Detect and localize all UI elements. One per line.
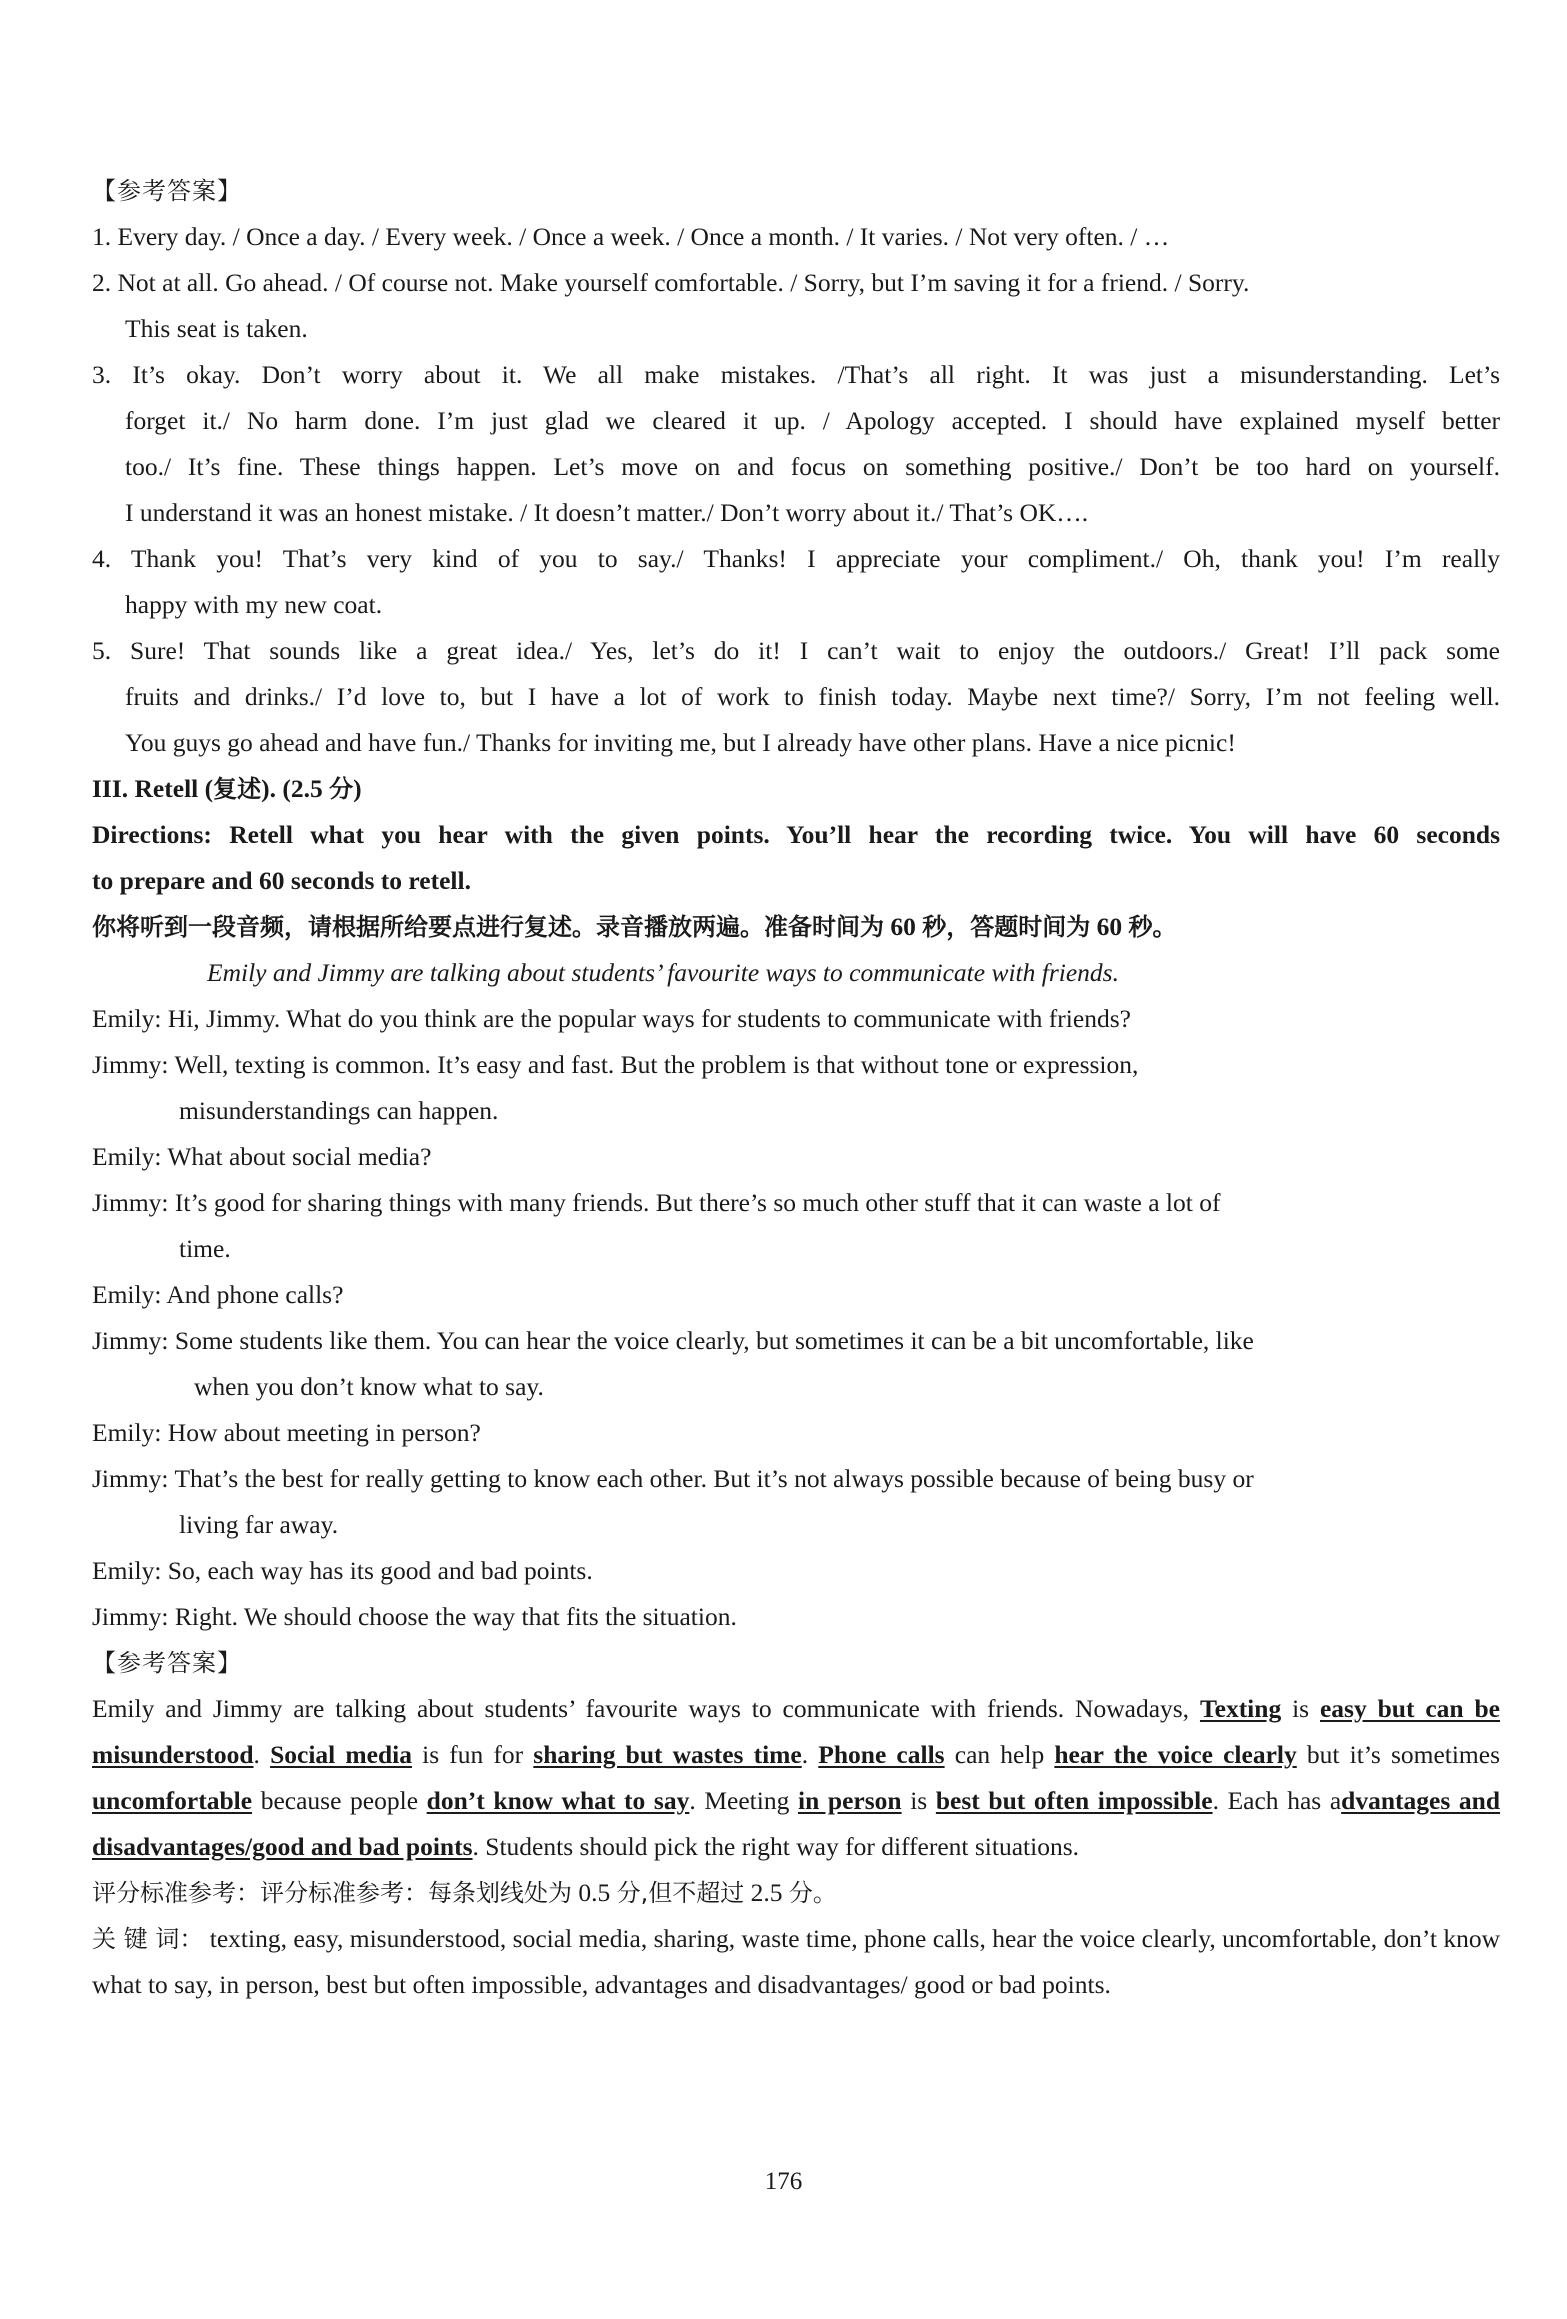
speaker-name: Jimmy:: [92, 1188, 169, 1217]
answer-text: . Meeting: [689, 1786, 798, 1815]
answer-line: Not at all. Go ahead. / Of course not. Make yourself comfortable. / Sorry, but I’m saving it for a friend. / Sorry.: [117, 268, 1250, 297]
dialogue-line: time.: [179, 1234, 231, 1263]
section-title-cn: 复述: [213, 775, 262, 803]
answer-line: It’s okay. Don’t worry about it. We all make mistakes. /That’s all right. It was just a misunderstanding. Let’s: [132, 360, 1501, 389]
answer-line: You guys go ahead and have fun./ Thanks for inviting me, but I already have other plans. Have a nice picnic!: [125, 728, 1236, 757]
speaker-name: Jimmy:: [92, 1326, 169, 1355]
dialogue-line: Well, texting is common. It’s easy and fast. But the problem is that without tone or expression,: [174, 1050, 1139, 1079]
answer-line: Thank you! That’s very kind of you to say./ Thanks! I appreciate your compliment./ Oh, thank you! I’m really: [130, 544, 1500, 573]
directions-cn: [92, 904, 1500, 950]
key-phrase: easy but can be misunderstood: [92, 1694, 1500, 1769]
speaker-name: Jimmy:: [92, 1602, 169, 1631]
item-number: 2.: [92, 268, 112, 297]
key-phrase: hear the voice clearly: [1054, 1740, 1297, 1769]
speaker-name: Jimmy:: [92, 1464, 169, 1493]
scoring-criteria: [92, 1870, 1500, 1916]
scoring-text: 分,但不超过: [616, 1879, 745, 1907]
answer-item-4: [92, 536, 1500, 628]
scoring-text: 分。: [788, 1879, 837, 1907]
item-number: 4.: [92, 544, 112, 573]
scoring-number: 0.5: [572, 1878, 617, 1907]
answer-text: because people: [252, 1786, 427, 1815]
scoring-number: 2.5: [744, 1878, 789, 1907]
section-title-fen: 分: [329, 775, 354, 803]
directions-cn-part: 秒，答题时间为: [922, 913, 1091, 941]
dialogue-turn: [92, 1042, 1500, 1088]
section-title-en: III. Retell (: [92, 774, 214, 803]
dialogue-turn: [92, 1134, 1500, 1180]
directions-cn-part: 你将听到一段音频，请根据所给要点进行复述。录音播放两遍。准备时间为: [92, 913, 884, 941]
key-phrase: dvantages and disadvantages/good and bad points: [92, 1786, 1501, 1861]
speaker-name: Emily:: [92, 1556, 162, 1585]
dialogue-line: And phone calls?: [166, 1280, 344, 1309]
key-phrase: Texting: [1199, 1694, 1282, 1723]
section-title-score: ). (2.5: [261, 774, 330, 803]
keywords: [92, 1916, 1500, 2008]
answer-text: .: [801, 1740, 819, 1769]
answer-text: .: [253, 1740, 271, 1769]
dialogue-turn: [92, 1456, 1500, 1502]
speaker-name: Emily:: [92, 1418, 162, 1447]
keywords-label: 关 键 词：: [92, 1925, 204, 1953]
directions-cn-part: 秒。: [1128, 913, 1177, 941]
dialogue-line: That’s the best for really getting to know each other. But it’s not always possible because of being busy or: [174, 1464, 1254, 1493]
dialogue-line: Hi, Jimmy. What do you think are the popular ways for students to communicate with friends?: [167, 1004, 1131, 1033]
dialogue-line: So, each way has its good and bad points.: [167, 1556, 593, 1585]
item-number: 5.: [92, 636, 112, 665]
directions-line-2: to prepare and 60 seconds to retell.: [92, 866, 471, 895]
dialogue-line: misunderstandings can happen.: [179, 1096, 499, 1125]
speaker-name: Emily:: [92, 1004, 162, 1033]
dialogue-line: Some students like them. You can hear the voice clearly, but sometimes it can be a bit uncomfortable, like: [174, 1326, 1254, 1355]
answer-item-1: [92, 214, 1500, 260]
answer-text: is: [1281, 1694, 1320, 1723]
dialogue-turn: [92, 1410, 1500, 1456]
dialogue-turn: [92, 996, 1500, 1042]
key-phrase: in person: [797, 1786, 902, 1815]
dialogue-line: living far away.: [179, 1510, 339, 1539]
answer-text: is: [901, 1786, 936, 1815]
dialogue-line: when you don’t know what to say.: [194, 1372, 544, 1401]
item-number: 1.: [92, 222, 112, 251]
scoring-text: 评分标准参考：评分标准参考：每条划线处为: [92, 1879, 572, 1907]
keywords-text: texting, easy, misunderstood, social media, sharing, waste time, phone calls, hear the voice clearly, uncomfortable, don’t know what to say, in person, best but often impossible, advantages and disadvantages/ good or bad points.: [92, 1924, 1500, 1999]
answer-line: Sure! That sounds like a great idea./ Yes, let’s do it! I can’t wait to enjoy the outdoors./ Great! I’ll pack some: [130, 636, 1500, 665]
answer-text: Emily and Jimmy are talking about students’ favourite ways to communicate with friends. Nowadays,: [92, 1694, 1200, 1723]
key-phrase: best but often impossible: [935, 1786, 1213, 1815]
speaker-name: Emily:: [92, 1142, 162, 1171]
answer-item-2: [92, 260, 1500, 352]
directions-cn-number: 60: [1090, 912, 1129, 941]
answer-line: This seat is taken.: [125, 314, 308, 343]
key-phrase: Social media: [270, 1740, 412, 1769]
dialogue-turn: [92, 1318, 1500, 1364]
dialogue: [92, 996, 1500, 1640]
key-phrase: uncomfortable: [92, 1786, 253, 1815]
answer-item-3: [92, 352, 1500, 536]
model-answer-paragraph: [92, 1686, 1500, 1870]
key-phrase: don’t know what to say: [426, 1786, 690, 1815]
answer-line: too./ It’s fine. These things happen. Let’s move on and focus on something positive./ Don’t be too hard on yourself.: [125, 452, 1500, 481]
item-number: 3.: [92, 360, 112, 389]
dialogue-line: What about social media?: [167, 1142, 432, 1171]
answer-line: Every day. / Once a day. / Every week. / Once a week. / Once a month. / It varies. / Not very often. / …: [117, 222, 1170, 251]
document-page: [92, 168, 1500, 2008]
dialogue-line: It’s good for sharing things with many friends. But there’s so much other stuff that it can waste a lot of: [174, 1188, 1221, 1217]
dialogue-turn: [92, 1594, 1500, 1640]
answer-text: . Students should pick the right way for different situations.: [472, 1832, 1080, 1861]
directions-cn-number: 60: [884, 912, 923, 941]
key-phrase: Phone calls: [818, 1740, 945, 1769]
section-title-close: ): [353, 774, 362, 803]
key-phrase: sharing but wastes time: [533, 1740, 802, 1769]
directions-line-1: Directions: Retell what you hear with the given points. You’ll hear the recording twice. You will have 60 seconds: [92, 820, 1500, 849]
speaker-name: Jimmy:: [92, 1050, 169, 1079]
answer-text: but it’s sometimes: [1296, 1740, 1501, 1769]
dialogue-turn: [92, 1272, 1500, 1318]
dialogue-turn: [92, 1180, 1500, 1226]
dialogue-line: How about meeting in person?: [167, 1418, 481, 1447]
answer-text: . Each has a: [1212, 1786, 1342, 1815]
answer-line: forget it./ No harm done. I’m just glad we cleared it up. / Apology accepted. I should have explained myself better: [125, 406, 1500, 435]
section-title: [92, 766, 1500, 812]
dialogue-subtitle: Emily and Jimmy are talking about students’ favourite ways to communicate with friends.: [207, 958, 1119, 987]
answer-heading: 【参考答案】: [92, 177, 242, 205]
answer-item-5: [92, 628, 1500, 766]
answer-line: I understand it was an honest mistake. / It doesn’t matter./ Don’t worry about it./ That’s OK….: [125, 498, 1089, 527]
page-number: 176: [764, 2168, 803, 2195]
answer-text: is fun for: [411, 1740, 534, 1769]
speaker-name: Emily:: [92, 1280, 162, 1309]
answer-heading-2: 【参考答案】: [92, 1649, 242, 1677]
dialogue-turn: [92, 1548, 1500, 1594]
answer-line: fruits and drinks./ I’d love to, but I have a lot of work to finish today. Maybe next time?/ Sorry, I’m not feeling well.: [125, 682, 1500, 711]
answer-text: can help: [944, 1740, 1055, 1769]
dialogue-line: Right. We should choose the way that fits the situation.: [174, 1602, 737, 1631]
answer-line: happy with my new coat.: [125, 590, 383, 619]
